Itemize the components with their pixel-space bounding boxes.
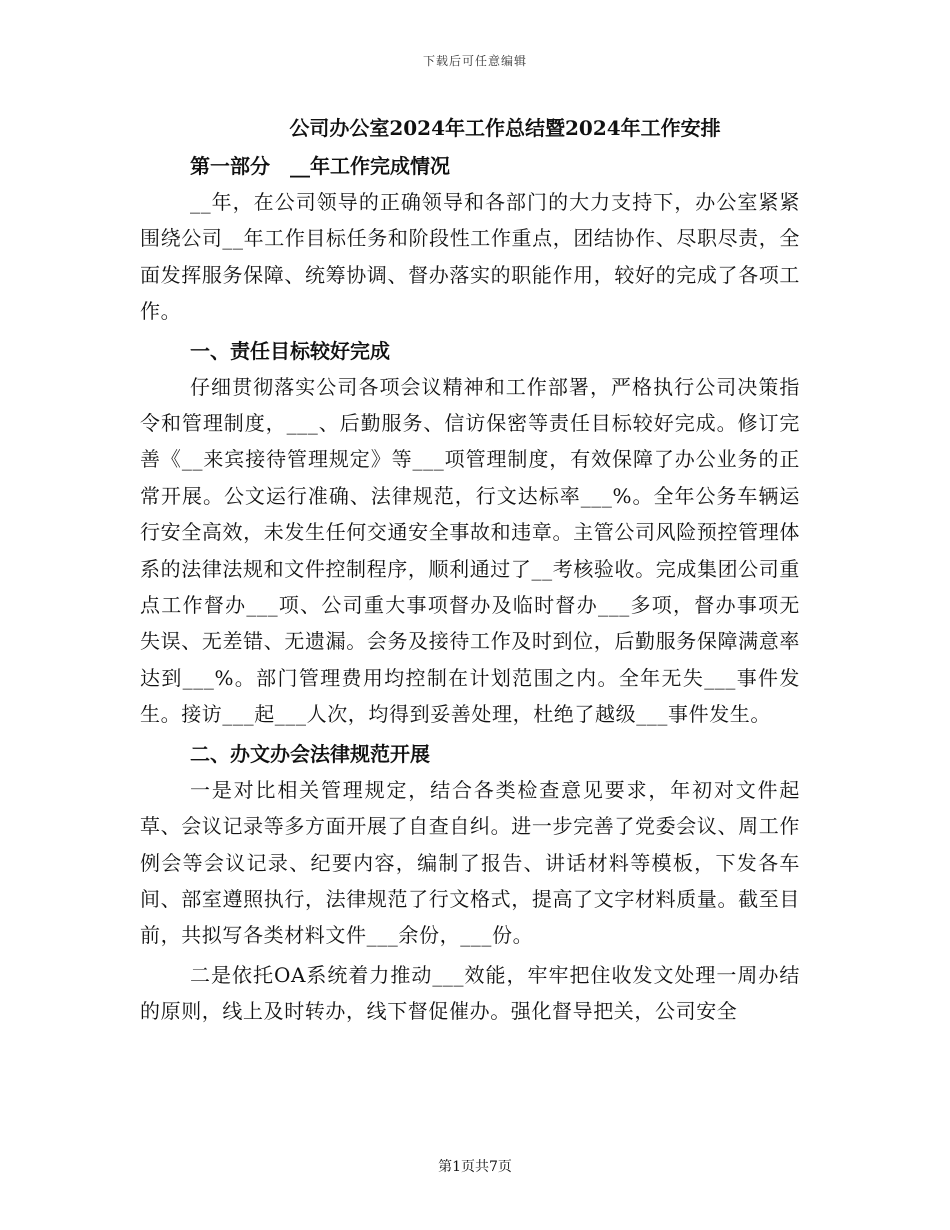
document-title: 公司办公室2024年工作总结暨2024年工作安排	[289, 116, 721, 140]
header-note: 下载后可任意编辑	[422, 54, 527, 68]
section1-paragraph: 仔细贯彻落实公司各项会议精神和工作部署，严格执行公司决策指令和管理制度，___、后勤服务、信访保密等责任目标较好完成。修订完善《__来宾接待管理规定》等___项管理制度，有效保障了办公业务的正常开展。公文运行准确、法律规范，行文达标率___%。全年公务车辆运行安全高效，未发生任何交通安全事故和违章。主管公司风险预控管理体系的法律法规和文件控制程序，顺利通过了__考核验收。完成集团公司重点工作督办___项、公司重大事项督办及临时督办___多项，督办事项无失误、无差错、无遗漏。会务及接待工作及时到位，后勤服务保障满意率达到___%。部门管理费用均控制在计划范围之内。全年无失___事件发生。接访___起___人次，均得到妥善处理，杜绝了越级___事件发生。	[140, 374, 800, 727]
document-body	[140, 108, 800, 1030]
section2-paragraph-1: 一是对比相关管理规定，结合各类检查意见要求，年初对文件起草、会议记录等多方面开展了自查自纠。进一步完善了党委会议、周工作例会等会议记录、纪要内容，编制了报告、讲话材料等模板，下发各车间、部室遵照执行，法律规范了行文格式，提高了文字材料质量。截至目前，共拟写各类材料文件___余份，___份。	[140, 777, 800, 948]
part1-heading: 第一部分 __年工作完成情况	[190, 154, 450, 178]
section2-heading: 二、办文办会法律规范开展	[190, 741, 430, 766]
section1-heading: 一、责任目标较好完成	[190, 338, 390, 363]
page-number-footer: 第1页共7页	[438, 1159, 512, 1175]
section2-paragraph-2: 二是依托OA系统着力推动___效能，牢牢把住收发文处理一周办结的原则，线上及时转办，线下督促催办。强化督导把关，公司安全	[140, 962, 800, 1024]
intro-paragraph: __年，在公司领导的正确领导和各部门的大力支持下，办公室紧紧围绕公司__年工作目标任务和阶段性工作重点，团结协作、尽职尽责，全面发挥服务保障、统筹协调、督办落实的职能作用，较好的完成了各项工作。	[140, 190, 800, 324]
